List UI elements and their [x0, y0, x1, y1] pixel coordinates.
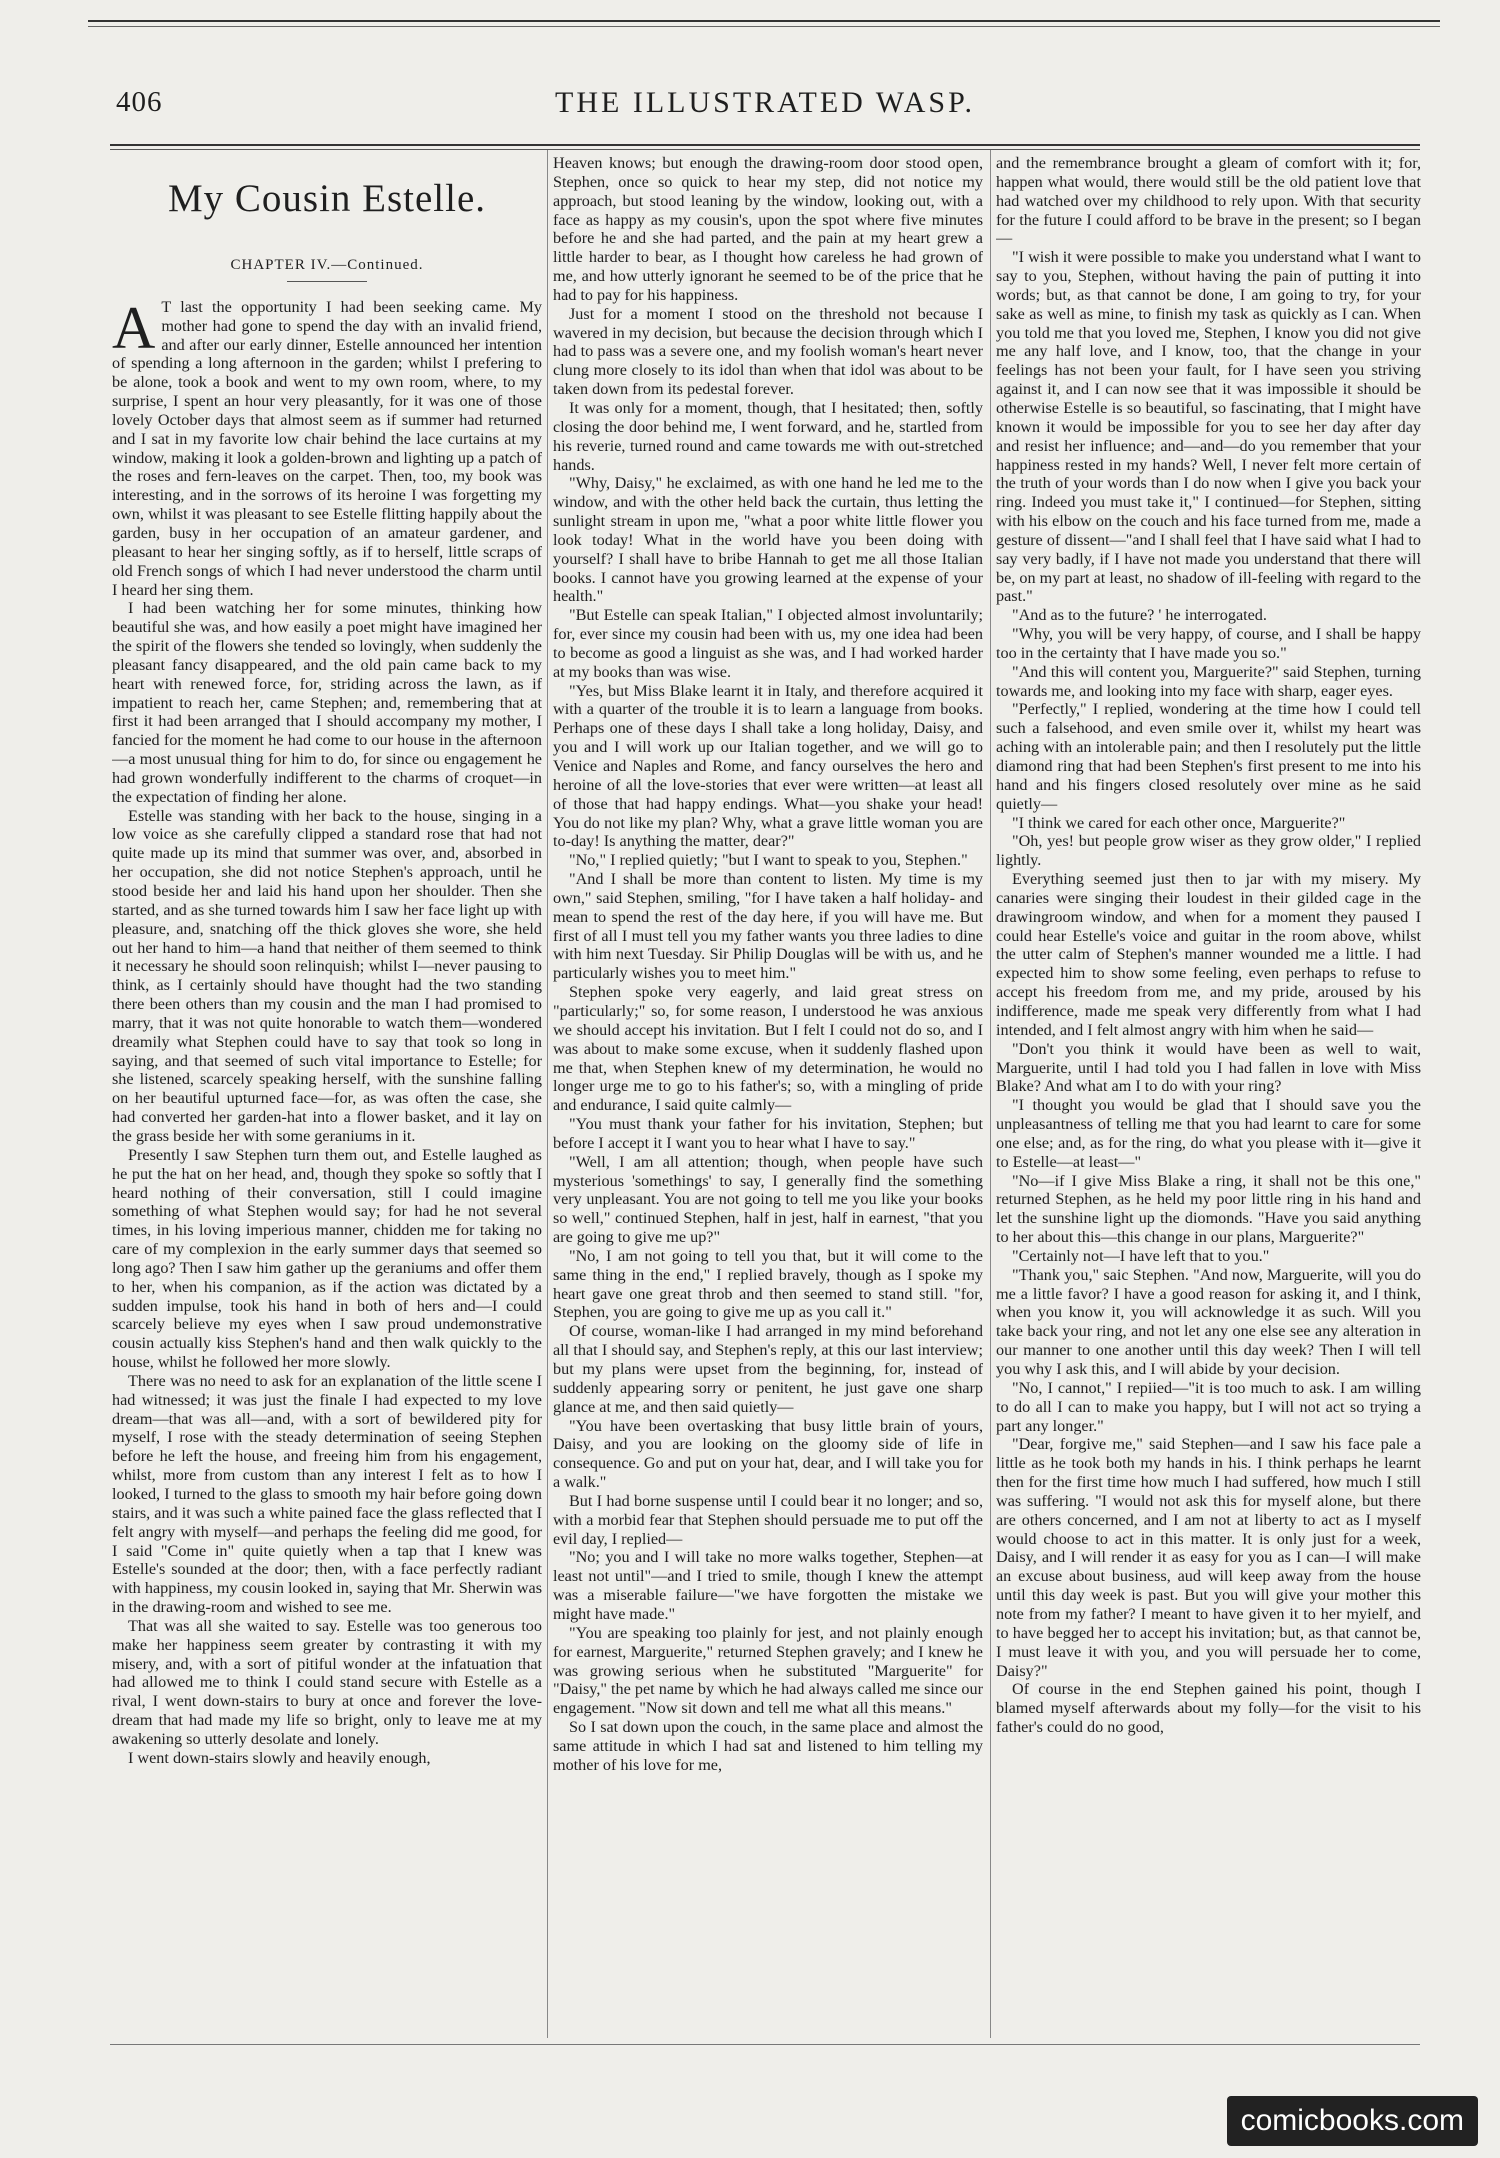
paragraph [996, 1680, 1421, 1737]
paragraph [553, 983, 983, 1115]
paragraph [553, 1718, 983, 1775]
paragraph-text: "Why, you will be very happy, of course, and I shall be happy too in the certainty that I have made you so." [996, 625, 1421, 662]
paragraph [996, 248, 1421, 606]
paragraph [553, 474, 983, 606]
paragraph [553, 1153, 983, 1247]
paragraph [996, 663, 1421, 701]
paragraph-text: "Perfectly," I replied, wondering at the time how I could tell such a falsehood, and even smile over it, whilst my heart was aching with an intolerable pain; and then I resolutely put the little diamond ring that had been Stephen's first present to me into his hand and his fingers closed resolutely over mine as he said quietly— [996, 700, 1421, 813]
header-rule [110, 144, 1420, 150]
paragraph-text: "Yes, but Miss Blake learnt it in Italy, and therefore acquired it with a quarter of the trouble it is to learn a language from books. Perhaps one of these days I shall take a long holiday, Daisy, and you and I will work up our Italian together, and we will go to Venice and Naples and Rome, and fancy ourselves the hero and heroine of all the love-stories that ever were written—at least all of those that had happy endings. What—you shake your head! You do not like my plan? Why, what a grave little woman you are to-day! Is anything the matter, dear?" [553, 681, 983, 851]
paragraph [996, 832, 1421, 870]
text-column-2 [553, 154, 983, 2036]
paragraph [553, 870, 983, 983]
paragraph [553, 399, 983, 474]
paragraph-text: "Thank you," saic Stephen. "And now, Marguerite, will you do me a little favor? I have a good reason for asking it, and I think, when you know it, you will acknowledge it as such. Will you take back your ring, and not let any one else see any alteration in our manner to one another until this day week? Then I will tell you why I ask this, and I will abide by your decision. [996, 1265, 1421, 1378]
paragraph [996, 1266, 1421, 1379]
paragraph-text: So I sat down upon the couch, in the same place and almost the same attitude in which I had sat and listened to him telling my mother of his love for me, [553, 1718, 983, 1774]
paragraph-text: Heaven knows; but enough the drawing-room door stood open, Stephen, once so quick to hear my step, did not notice my approach, but stood leaning by the window, looking out, with a face as happy as my cousin's, upon the spot where five minutes before he and she had parted, and the pain at my heart grew a little harder to bear, as I thought how careless he had grown of me, and how utterly ignorant he seemed to be of the price that he had to pay for his happiness. [553, 154, 983, 304]
paragraph [553, 1322, 983, 1416]
paragraph-text: "No; you and I will take no more walks together, Stephen—at least not until"—and I tried to smile, though I knew the attempt was a miserable failure—"we have forgotten the mistake we might have made." [553, 1548, 983, 1623]
paragraph [553, 851, 983, 870]
paragraph-text: "Dear, forgive me," said Stephen—and I saw his face pale a little as he took both my hands in his. I think perhaps he learnt then for the first time how much I had suffered, how much I still was suffering. "I would not ask this for myself alone, but there are others concerned, and I am not at liberty to act as I myself would choose to act in this matter. It is only just for a week, Daisy, and I will render it as easy for you as I can—I will make an excuse about business, aud will keep away from the house until this day week is past. But you will give your mother this note from my father? I meant to have given it to her myielf, and to have begged her to accept his invitation; but, as that cannot be, I must leave it with you, and you will persuade her to come, Daisy?" [996, 1435, 1421, 1680]
paragraph-text: "No," I replied quietly; "but I want to speak to you, Stephen." [569, 851, 968, 870]
site-watermark: comicbooks.com [1227, 2096, 1478, 2146]
paragraph [996, 606, 1421, 625]
paragraph-text: T last the opportunity I had been seeking came. My mother had gone to spend the day with an invalid friend, and after our early dinner, Estelle announced her intention of spending a long afternoon in the garden; whilst I prefering to be alone, took a book and went to my own room, where, to my surprise, I spent an hour very pleasantly, for it was one of those lovely October days that almost seem as if summer had returned and I sat in my favorite low chair behind the lace curtains at my window, making it look a golden-brown and lighting up a patch of the roses and fern-leaves on the carpet. Then, too, my book was interesting, and in the sorrows of its heroine I was forgetting my own, whilst it was pleasant to see Estelle flitting happily about the garden, busy in her occupation of an amateur gardener, and pleasant to hear her singing softly, as if to herself, little scraps of old French songs of which I had never understood the charm until I heard her sing them. [112, 297, 542, 599]
paragraph [553, 606, 983, 681]
running-title: THE ILLUSTRATED WASP. [555, 86, 975, 119]
story-title: My Cousin Estelle. [167, 177, 487, 220]
paragraph-text: "I think we cared for each other once, Marguerite?" [1012, 813, 1346, 832]
paragraph [996, 154, 1421, 248]
paragraph [996, 1172, 1421, 1247]
paragraph [112, 1617, 542, 1749]
paragraph-text: It was only for a moment, though, that I hesitated; then, softly closing the door behind me, I went forward, and he, startled from his reverie, turned round and came towards me with out-stretched hands. [553, 398, 983, 474]
paragraph-text: and the remembrance brought a gleam of comfort with it; for, happen what would, there would still be the old patient love that had watched over my childhood to rely upon. With that security for the future I could afford to be brave in the present; so I began— [996, 154, 1421, 248]
paragraph-text: "No—if I give Miss Blake a ring, it shall not be this one," returned Stephen, as he held my poor little ring in his hand and let the sunshine light up the diomonds. "Have you said anything to her about this—this change in our plans, Marguerite?" [996, 1171, 1421, 1247]
paragraph-text: "I thought you would be glad that I should save you the unpleasantness of telling me that you had learnt to care for some one else; and, as for the ring, do what you please with it—give it to Estelle—at least—" [996, 1096, 1421, 1171]
page-header [110, 86, 1420, 130]
top-border-rule [88, 20, 1440, 27]
page-number: 406 [116, 86, 163, 118]
paragraph-text: Of course in the end Stephen gained his point, though I blamed myself afterwards about my folly—for the visit to his father's could do no good, [996, 1680, 1421, 1737]
paragraph [996, 1435, 1421, 1680]
column-body [996, 154, 1421, 1737]
paragraph [996, 814, 1421, 833]
paragraph-text: "But Estelle can speak Italian," I objected almost involuntarily; for, ever since my cousin had been with us, my one idea had been to become as good a linguist as she was, and I had worked harder at my books than was wise. [553, 606, 983, 681]
paragraph-text: "No, I cannot," I repiied—"it is too much to ask. I am willing to do all I can to make you happy, but I will not act so trying a part any longer." [996, 1378, 1421, 1435]
text-column-1 [112, 154, 542, 2036]
column-divider [990, 150, 991, 2038]
chapter-heading: CHAPTER IV.—Continued. [230, 257, 424, 273]
paragraph-text: Of course, woman-like I had arranged in my mind beforehand all that I should say, and Stephen's reply, at this our last interview; but my plans were upset from the beginning, for, instead of suddenly appearing sorry or penitent, he just gave one sharp glance at me, and then said quietly— [553, 1322, 983, 1416]
paragraph-text: I had been watching her for some minutes, thinking how beautiful she was, and how easily a poet might have imagined her the spirit of the flowers she tended so lovingly, when suddenly the pleasant fancy disappeared, and the old pain came back to my heart with renewed force, for, striding across the lawn, as if impatient to reach her, came Stephen; and, remembering that at first it had been arranged that I should accompany my mother, I fancied for the moment he had come to our house in the afternoon—a most unusual thing for him to do, for since ou engagement he had grown wonderfully indifferent to the charms of croquet—in the expectation of finding her alone. [112, 599, 542, 806]
paragraph-text: Just for a moment I stood on the threshold not because I wavered in my decision, but because the decision through which I had to pass was a severe one, and my foolish woman's heart never clung more closely to its idol than when that idol was about to be taken down from its pedestal forever. [553, 304, 983, 399]
paragraph-text: "Well, I am all attention; though, when people have such mysterious 'somethings' to say, I generally find the something very unpleasant. You are not going to tell me you like your books so well," continued Stephen, half in jest, half in earnest, "that you are going to give me up?" [553, 1152, 983, 1247]
paragraph-text: "And I shall be more than content to listen. My time is my own," said Stephen, smiling, "for I have taken a half holiday- and mean to spend the rest of the day here, if you will have me. But first of all I must tell you my father wants you three ladies to dine with him next Tuesday. Sir Philip Douglas will be with us, and he particularly wishes you to meet him." [553, 870, 983, 983]
paragraph-text: "I wish it were possible to make you understand what I want to say to you, Stephen, without having the pain of putting it into words; but, as that cannot be done, I am going to try, for your sake as well as mine, to finish my task as quickly as I can. When you told me that you loved me, Stephen, I know you did not give me any half love, and I know, too, that the change in your feelings has not been your fault, for I have seen you striving against it, and I can now see that it was impossible it should be otherwise Estelle is so beautiful, so fascinating, that I might have known it would be impossible for you to see her day after day and resist her influence; and—and—do you remember that your happiness rested in my hands? Well, I never felt more certain of the truth of your words than I do now when I give you back your ring. Indeed you must take it," I continued—for Stephen, sitting with his elbow on the couch and his face turned from me, made a gesture of dissent—"and I shall feel that I have said what I had to say very badly, if I have not made you understand that there will be, on my part at least, no shadow of ill-feeling with regard to the past." [996, 248, 1421, 606]
paragraph [112, 1749, 542, 1768]
paragraph [112, 1372, 542, 1617]
paragraph-text: That was all she waited to say. Estelle was too generous too make her happiness seem greater by contrasting it with my misery, and, with a sort of pitiful wonder at the infatuation that had allowed me to think I could stand secure with Estelle as a rival, I went down-stairs to bury at once and forever the love-dream that had made my life so bright, only to leave me at my awakening so utterly desolate and lonely. [112, 1616, 542, 1748]
paragraph-text: Presently I saw Stephen turn them out, and Estelle laughed as he put the hat on her head, and, though they spoke so softly that I heard nothing of their conversation, still I could imagine something of what Stephen would say; for had he not several times, in his loving imperious manner, chidden me for taking no care of my complexion in the early summer days that seemed so long ago? Then I saw him gather up the geraniums and offer them to her, when his companion, as if the action was dictated by a sudden impulse, took his hand in both of hers and—I could scarcely believe my eyes when I saw proud undemonstrative cousin actually kiss Stephen's hand and then walk quickly to the house, whilst he followed her more slowly. [112, 1145, 542, 1372]
paragraph-text: "Certainly not—I have left that to you." [1012, 1246, 1270, 1265]
paragraph [112, 294, 542, 600]
paragraph-text: Everything seemed just then to jar with my misery. My canaries were singing their loudest in their gilded cage in the drawingroom window, and when for a moment they paused I could hear Estelle's voice and guitar in the room above, whilst the utter calm of Stephen's manner wounded me a little. I had expected him to show some feeling, even perhaps to refuse to accept his freedom from me, and my pride, aroused by his indifference, made me speak very differently from what I had intended, and I felt almost angry with him when he said— [996, 870, 1421, 1039]
drop-cap: A [112, 294, 156, 361]
paragraph [996, 870, 1421, 1040]
paragraph [112, 1146, 542, 1372]
text-column-3 [996, 154, 1421, 2036]
column-divider [547, 150, 548, 2038]
paragraph [553, 1417, 983, 1492]
paragraph-text: "No, I am not going to tell you that, but it will come to the same thing in the end," I replied bravely, though as I spoke my heart gave one great throb and then seemed to stand still. "for, Stephen, you are going to give me up as you call it." [553, 1246, 983, 1322]
paragraph [996, 1096, 1421, 1171]
paragraph-text: "Why, Daisy," he exclaimed, as with one hand he led me to the window, and with the other held back the curtain, thus letting the sunlight stream in upon me, "what a poor white little flower you look today! What in the world have you been doing with yourself? I shall have to bribe Hannah to get me all those Italian books. I cannot have you growing learned at the expense of your health." [553, 474, 983, 606]
paragraph-text: "And as to the future? ' he interrogated. [1012, 606, 1267, 625]
column-body [112, 294, 542, 1768]
bottom-rule [110, 2044, 1420, 2045]
paragraph [553, 1115, 983, 1153]
paragraph-text: Estelle was standing with her back to the house, singing in a low voice as she carefully clipped a standard rose that had not quite made up its mind that summer was over, and, absorbed in her occupation, she did not notice Stephen's approach, until he stood beside her and laid his hand upon her shoulder. Then she started, and as she turned towards him I saw her face light up with pleasure, and, snatching off the thick gloves she wore, she held out her hand to him—a hand that neither of them seemed to think it necessary he should soon relinquish; whilst I—never pausing to think, as I certainly should have thought had the two standing there been others than my cousin and the man I had promised to marry, that it was not quite honorable to watch them—wondered dreamily what Stephen could have to say that took so long in saying, and that seemed of such vital importance to Estelle; for she listened, scarcely speaking herself, with the sunshine falling on her beautiful upturned face—for, as was often the case, she had converted her garden-hat into a flower basket, and it lay on the grass beside her with some geraniums in it. [112, 806, 542, 1145]
paragraph-text: "Don't you think it would have been as well to wait, Marguerite, until I had told you I had fallen in love with Miss Blake? And what am I to do with your ring? [996, 1039, 1421, 1096]
paragraph-text: But I had borne suspense until I could bear it no longer; and so, with a morbid fear that Stephen should persuade me to put off the evil day, I replied— [553, 1491, 983, 1548]
paragraph-text: "You have been overtasking that busy little brain of yours, Daisy, and you are looking on the gloomy side of life in consequence. Go and put on your hat, dear, and I will take you for a walk." [553, 1416, 983, 1492]
paragraph [553, 154, 983, 305]
paragraph [112, 599, 542, 806]
paragraph [553, 1247, 983, 1322]
paragraph [996, 625, 1421, 663]
paragraph-text: "Oh, yes! but people grow wiser as they grow older," I replied lightly. [996, 832, 1421, 870]
chapter-rule [287, 281, 367, 282]
paragraph-text: I went down-stairs slowly and heavily enough, [128, 1748, 431, 1767]
paragraph [553, 682, 983, 852]
paragraph [553, 1492, 983, 1549]
paragraph [553, 1548, 983, 1623]
paragraph [996, 700, 1421, 813]
paragraph-text: "And this will content you, Marguerite?" said Stephen, turning towards me, and looking into my face with sharp, eager eyes. [996, 662, 1421, 700]
column-body [553, 154, 983, 1775]
paragraph-text: "You are speaking too plainly for jest, and not plainly enough for earnest, Marguerite," returned Stephen gravely; and I knew he was growing serious when he substituted "Marguerite" for "Daisy," the pet name by which he had always called me since our engagement. "Now sit down and tell me what all this means." [553, 1623, 983, 1718]
paragraph-text: There was no need to ask for an explanation of the little scene I had witnessed; it was just the finale I had expected to my love dream—that was all—and, with a sort of bewildered pity for myself, I rose with the steady determination of seeing Stephen before he left the house, and freeing him from his engagement, whilst, more from custom than any interest I felt as to how I looked, I turned to the glass to smooth my hair before going down stairs, and it was such a white pained face the glass reflected that I felt angry with myself—and perhaps the feeling did me good, for I said "Come in" quite quietly when a tap that I knew was Estelle's sounded at the door; then, with a face perfectly radiant with happiness, my cousin looked in, saying that Mr. Sherwin was in the drawing-room and wished to see me. [112, 1371, 542, 1617]
paragraph-text: Stephen spoke very eagerly, and laid great stress on "particularly;" so, for some reason, I understood he was anxious we should accept his invitation. But I felt I could not do so, and I was about to make some excuse, when it suddenly flashed upon me that, when Stephen knew of my determination, he would no longer urge me to go to his father's; so, with a mingling of pride and endurance, I said quite calmly— [553, 983, 983, 1115]
paragraph [996, 1379, 1421, 1436]
paragraph-text: "You must thank your father for his invitation, Stephen; but before I accept it I want you to hear what I have to say." [553, 1115, 983, 1152]
paragraph [112, 807, 542, 1146]
paragraph [553, 305, 983, 399]
paragraph [996, 1247, 1421, 1266]
paragraph [996, 1040, 1421, 1097]
paragraph [553, 1624, 983, 1718]
